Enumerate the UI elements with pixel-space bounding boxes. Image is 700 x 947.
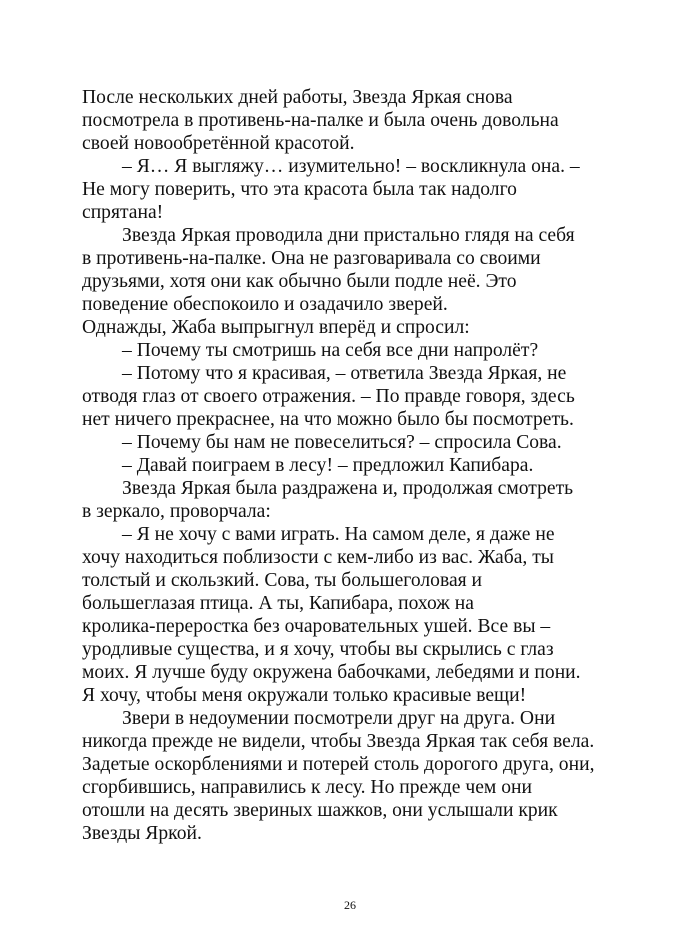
text-line: После нескольких дней работы, Звезда Яркая снова <box>82 87 513 108</box>
text-line: Звезды Яркой. <box>82 823 202 844</box>
text-line: – Почему бы нам не повеселиться? – спросила Сова. <box>122 432 562 453</box>
text-line: толстый и скользкий. Сова, ты большеголовая и <box>82 570 483 591</box>
text-line: Однажды, Жаба выпрыгнул вперёд и спросил: <box>82 317 470 338</box>
text-line: посмотрела в противень-на-палке и была очень довольна <box>82 110 559 131</box>
text-line: – Потому что я красивая, – ответила Звезда Яркая, не <box>122 363 567 384</box>
text-line: спрятана! <box>82 202 164 223</box>
text-line: в противень-на-палке. Она не разговаривала со своими <box>82 248 541 269</box>
text-line: сгорбившись, направились к лесу. Но прежде чем они <box>82 777 532 798</box>
text-line: нет ничего прекраснее, на что можно было бы посмотреть. <box>82 409 574 430</box>
text-line: Не могу поверить, что эта красота была так надолго <box>82 179 517 200</box>
text-line: Задетые оскорблениями и потерей столь дорогого друга, они, <box>82 754 595 775</box>
text-line: моих. Я лучше буду окружена бабочками, лебедями и пони. <box>82 662 581 683</box>
text-line: поведение обеспокоило и озадачило зверей. <box>82 294 448 315</box>
text-line: – Давай поиграем в лесу! – предложил Капибара. <box>122 455 534 476</box>
page-body-text <box>82 86 622 845</box>
text-line: отошли на десять звериных шажков, они услышали крик <box>82 800 558 821</box>
text-line: Звезда Яркая была раздражена и, продолжая смотреть <box>122 478 574 499</box>
text-line: друзьями, хотя они как обычно были подле неё. Это <box>82 271 517 292</box>
text-line: уродливые существа, и я хочу, чтобы вы скрылись с глаз <box>82 639 554 660</box>
text-line: кролика-переростка без очаровательных ушей. Все вы – <box>82 616 551 637</box>
text-line: хочу находиться поблизости с кем-либо из вас. Жаба, ты <box>82 547 554 568</box>
page-number: 26 <box>344 898 356 912</box>
text-line: – Почему ты смотришь на себя все дни напролёт? <box>122 340 539 361</box>
text-line: Я хочу, чтобы меня окружали только красивые вещи! <box>82 685 527 706</box>
text-line: большеглазая птица. А ты, Капибара, похож на <box>82 593 474 614</box>
text-line: своей новообретённой красотой. <box>82 133 355 154</box>
text-line: – Я не хочу с вами играть. На самом деле, я даже не <box>122 524 555 545</box>
text-line: в зеркало, проворчала: <box>82 501 271 522</box>
text-line: отводя глаз от своего отражения. – По правде говоря, здесь <box>82 386 575 407</box>
text-line: – Я… Я выгляжу… изумительно! – воскликнула она. – <box>122 156 580 177</box>
text-line: никогда прежде не видели, чтобы Звезда Яркая так себя вела. <box>82 731 595 752</box>
text-line: Звери в недоумении посмотрели друг на друга. Они <box>122 708 556 729</box>
text-line: Звезда Яркая проводила дни пристально глядя на себя <box>122 225 575 246</box>
